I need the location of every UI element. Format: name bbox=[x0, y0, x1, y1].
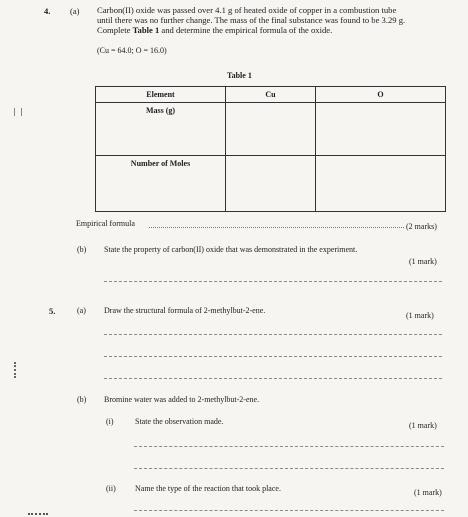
question-4a-label: (a) bbox=[70, 6, 80, 16]
empirical-formula-label: Empirical formula bbox=[76, 219, 135, 228]
question-5b-i-answer-line-1[interactable] bbox=[134, 446, 444, 447]
question-5b-ii-answer-line[interactable] bbox=[134, 510, 444, 511]
question-5b-ii-text: Name the type of the reaction that took place. bbox=[135, 484, 281, 493]
table-header-element: Element bbox=[96, 87, 226, 103]
question-5a-answer-line-3[interactable] bbox=[104, 378, 442, 379]
table-cell-mass-o[interactable] bbox=[316, 103, 446, 156]
question-5b-ii-label: (ii) bbox=[106, 484, 116, 493]
question-4-number: 4. bbox=[44, 6, 51, 16]
question-4a-line1: Carbon(II) oxide was passed over 4.1 g of heated oxide of copper in a combustion tube bbox=[97, 5, 397, 15]
question-5a-answer-line-1[interactable] bbox=[104, 334, 442, 335]
table-cell-mass-cu[interactable] bbox=[226, 103, 316, 156]
table-cell-moles-cu[interactable] bbox=[226, 156, 316, 212]
margin-scan-mark bbox=[14, 108, 22, 116]
table-row-mass-label: Mass (g) bbox=[96, 103, 226, 156]
question-5b-text: Bromine water was added to 2-methylbut-2-ene. bbox=[104, 395, 260, 404]
table-header-o: O bbox=[316, 87, 446, 103]
question-4b-label: (b) bbox=[77, 245, 87, 254]
question-5a-label: (a) bbox=[77, 306, 86, 315]
question-5a-marks: (1 mark) bbox=[406, 311, 434, 320]
margin-scan-mark bbox=[28, 509, 48, 515]
question-4b-text: State the property of carbon(II) oxide that was demonstrated in the experiment. bbox=[104, 245, 358, 254]
question-4a-line2: until there was no further change. The mass of the final substance was found to be 3.29 g. bbox=[97, 15, 406, 25]
question-5a-answer-line-2[interactable] bbox=[104, 356, 442, 357]
empirical-formula-answer-line[interactable] bbox=[149, 227, 404, 228]
table-cell-moles-o[interactable] bbox=[316, 156, 446, 212]
table-1 bbox=[95, 86, 446, 212]
table-title: Table 1 bbox=[227, 71, 252, 80]
question-5b-i-label: (i) bbox=[106, 417, 114, 426]
table-row-moles-label: Number of Moles bbox=[96, 156, 226, 212]
table-header-cu: Cu bbox=[226, 87, 316, 103]
margin-scan-mark bbox=[14, 362, 20, 378]
question-5b-i-marks: (1 mark) bbox=[409, 421, 437, 430]
empirical-formula-marks: (2 marks) bbox=[406, 222, 437, 231]
question-4a-line3: Complete Table 1 and determine the empirical formula of the oxide. bbox=[97, 25, 333, 35]
question-5b-label: (b) bbox=[77, 395, 87, 404]
question-4b-marks: (1 mark) bbox=[409, 257, 437, 266]
question-5-number: 5. bbox=[49, 306, 56, 316]
atomic-masses: (Cu = 64.0; O = 16.0) bbox=[97, 46, 167, 55]
question-5b-i-answer-line-2[interactable] bbox=[134, 468, 444, 469]
question-5a-text: Draw the structural formula of 2-methylbut-2-ene. bbox=[104, 306, 266, 315]
question-5b-i-text: State the observation made. bbox=[135, 417, 224, 426]
question-4b-answer-line[interactable] bbox=[104, 281, 442, 282]
question-5b-ii-marks: (1 mark) bbox=[414, 488, 442, 497]
